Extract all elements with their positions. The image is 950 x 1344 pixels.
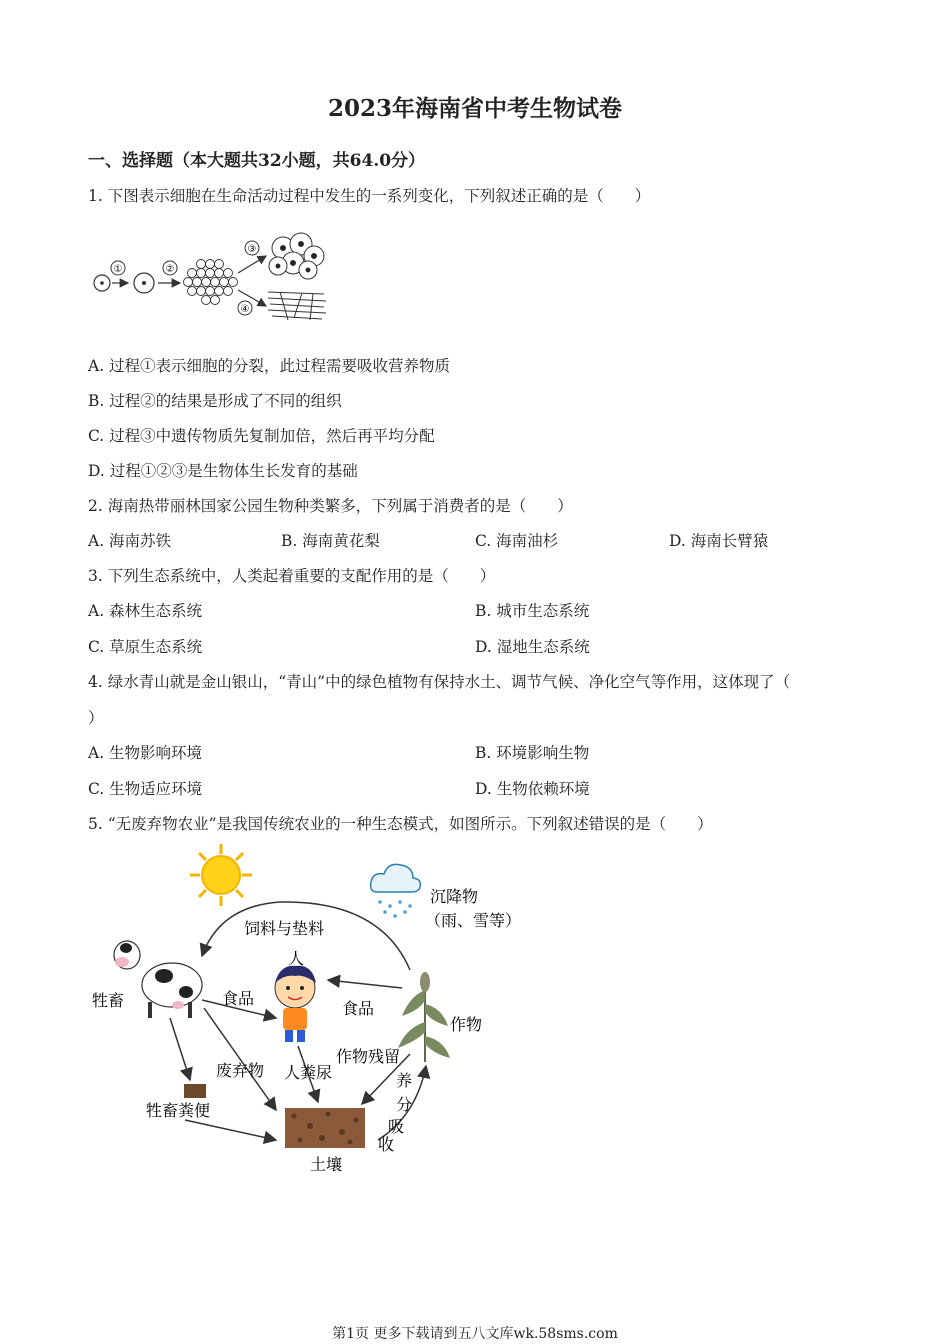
- rain-cloud-icon: [371, 864, 421, 917]
- crop-label: 作物: [450, 1015, 483, 1034]
- food-left-label: 食品: [222, 989, 255, 1008]
- excreta-label: 人粪尿: [284, 1063, 333, 1082]
- absorb-char-2: 分: [396, 1095, 413, 1114]
- waste-label: 废弃物: [216, 1061, 265, 1080]
- precip-label-2: （雨、雪等）: [425, 911, 522, 930]
- absorb-char-3: 吸: [388, 1117, 405, 1136]
- q3-option-b: B. 城市生态系统: [475, 602, 590, 620]
- q2-option-c: C. 海南油杉: [475, 532, 559, 550]
- q4-option-d: D. 生物依赖环境: [475, 780, 590, 798]
- page-footer: 第1页 更多下载请到五八文库wk.58sms.com: [332, 1326, 618, 1342]
- q4-stem-line1: 4. 绿水青山就是金山银山，“青山”中的绿色植物有保持水土、调节气候、净化空气等作用，这体现了（: [88, 673, 791, 691]
- q1-stem: 1. 下图表示细胞在生命活动过程中发生的一系列变化，下列叙述正确的是（ ）: [88, 187, 651, 205]
- q3-option-a: A. 森林生态系统: [88, 602, 203, 620]
- label-2: ②: [165, 264, 175, 275]
- livestock-label: 牲畜: [92, 991, 125, 1010]
- q3-option-c: C. 草原生态系统: [88, 638, 203, 656]
- q5-stem: 5. “无废弃物农业”是我国传统农业的一种生态模式，如图所示。下列叙述错误的是（ ）: [88, 815, 713, 833]
- absorb-char-1: 养: [396, 1071, 413, 1090]
- q3-stem: 3. 下列生态系统中，人类起着重要的支配作用的是（ ）: [88, 567, 496, 585]
- q1-option-d: D. 过程①②③是生物体生长发育的基础: [88, 462, 358, 480]
- crop-icon: [398, 972, 450, 1062]
- page-title: 2023年海南省中考生物试卷: [327, 95, 622, 122]
- q2-option-b: B. 海南黄花梨: [281, 532, 380, 550]
- food-right-label: 食品: [342, 999, 375, 1018]
- label-1: ①: [113, 264, 123, 275]
- q2-option-d: D. 海南长臂猿: [669, 532, 769, 550]
- residue-label: 作物残留: [336, 1047, 401, 1066]
- soil-icon: [285, 1108, 365, 1148]
- q4-option-a: A. 生物影响环境: [88, 744, 203, 762]
- q1-option-b: B. 过程②的结果是形成了不同的组织: [88, 392, 342, 410]
- manure-label: 牲畜粪便: [146, 1101, 211, 1120]
- q3-option-d: D. 湿地生态系统: [475, 638, 590, 656]
- round-cells: [269, 233, 324, 279]
- q2-option-a: A. 海南苏铁: [88, 532, 172, 550]
- person-label: 人: [288, 949, 305, 968]
- manure-icon: [184, 1084, 206, 1098]
- q4-option-c: C. 生物适应环境: [88, 780, 203, 798]
- fiber-cells: [268, 292, 326, 320]
- absorb-char-4: 收: [378, 1135, 395, 1154]
- cell-cluster: [184, 260, 238, 305]
- cow-icon: [114, 941, 202, 1018]
- section-heading: 一、选择题（本大题共32小题，共64.0分）: [88, 151, 426, 171]
- precip-label-1: 沉降物: [430, 887, 479, 906]
- soil-label: 土壤: [310, 1155, 343, 1174]
- q4-stem-line2: ）: [88, 709, 104, 727]
- person-icon: [275, 966, 316, 1042]
- q2-stem: 2. 海南热带丽林国家公园生物种类繁多，下列属于消费者的是（ ）: [88, 497, 573, 515]
- feed-label: 饲料与垫料: [244, 919, 325, 938]
- label-3: ③: [247, 244, 257, 255]
- q1-option-c: C. 过程③中遗传物质先复制加倍，然后再平均分配: [88, 427, 435, 445]
- q4-option-b: B. 环境影响生物: [475, 744, 590, 762]
- sun-icon: [190, 844, 252, 906]
- cell-division-figure: [88, 228, 338, 328]
- label-4: ④: [240, 304, 250, 315]
- q1-option-a: A. 过程①表示细胞的分裂，此过程需要吸收营养物质: [88, 357, 451, 375]
- eco-agriculture-figure: [80, 840, 540, 1180]
